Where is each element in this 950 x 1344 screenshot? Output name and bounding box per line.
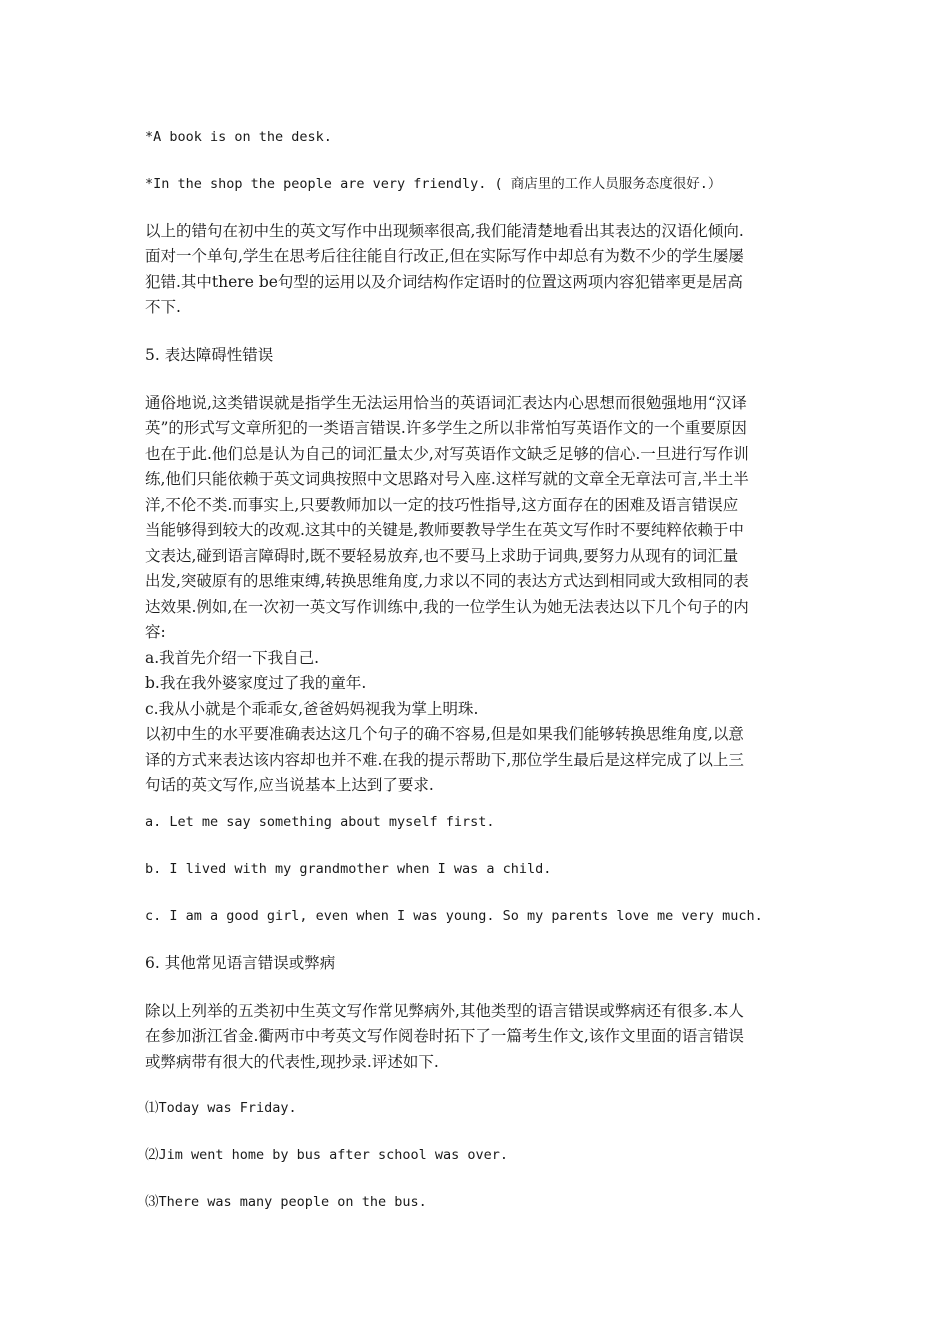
example-sentence: c. I am a good girl, even when I was young. So my parents love me very much. <box>145 908 763 924</box>
section-heading: 6. 其他常见语言错误或弊病 <box>145 954 336 972</box>
paragraph-line: 以初中生的水平要准确表达这几个句子的确不容易,但是如果我们能够转换思维角度,以意 <box>145 725 744 743</box>
paragraph-line: 出发,突破原有的思维束缚,转换思维角度,力求以不同的表达方式达到相同或大致相同的表 <box>145 572 749 590</box>
paragraph-line: 容: <box>145 623 166 641</box>
example-sentence: ⑴Today was Friday. <box>145 1100 297 1116</box>
paragraph-line: 面对一个单句,学生在思考后往往能自行改正,但在实际写作中却总有为数不少的学生屡屡 <box>145 247 744 265</box>
paragraph-line: 除以上列举的五类初中生英文写作常见弊病外,其他类型的语言错误或弊病还有很多.本人 <box>145 1002 744 1020</box>
example-sentence: b. I lived with my grandmother when I was a child. <box>145 861 552 877</box>
paragraph-line: 犯错.其中there be句型的运用以及介词结构作定语时的位置这两项内容犯错率更是居高 <box>145 273 743 291</box>
paragraph-line: 句话的英文写作,应当说基本上达到了要求. <box>145 776 434 794</box>
paragraph-line: 洋,不伦不类.而事实上,只要教师加以一定的技巧性指导,这方面存在的困难及语言错误应 <box>145 496 739 514</box>
paragraph-line: 通俗地说,这类错误就是指学生无法运用恰当的英语词汇表达内心思想而很勉强地用“汉译 <box>145 394 747 412</box>
paragraph-line: 译的方式来表达该内容却也并不难.在我的提示帮助下,那位学生最后是这样完成了以上三 <box>145 751 744 769</box>
paragraph-line: 英”的形式写文章所犯的一类语言错误.许多学生之所以非常怕写英语作文的一个重要原因 <box>145 419 747 437</box>
paragraph-line: 练,他们只能依赖于英文词典按照中文思路对号入座.这样写就的文章全无章法可言,半土半 <box>145 470 749 488</box>
list-item: c.我从小就是个乖乖女,爸爸妈妈视我为掌上明珠. <box>145 700 479 718</box>
list-item: b.我在我外婆家度过了我的童年. <box>145 674 367 692</box>
example-sentence: ⑵Jim went home by bus after school was over. <box>145 1147 508 1163</box>
paragraph-line: 以上的错句在初中生的英文写作中出现频率很高,我们能清楚地看出其表达的汉语化倾向. <box>145 222 744 240</box>
paragraph-line: 在参加浙江省金.衢两市中考英文写作阅卷时拓下了一篇考生作文,该作文里面的语言错误 <box>145 1027 744 1045</box>
paragraph-line: 当能够得到较大的改观.这其中的关键是,教师要教导学生在英文写作时不要纯粹依赖于中 <box>145 521 744 539</box>
paragraph-line: 达效果.例如,在一次初一英文写作训练中,我的一位学生认为她无法表达以下几个句子的内 <box>145 598 749 616</box>
example-sentence: *A book is on the desk. <box>145 129 332 145</box>
example-sentence: ⑶There was many people on the bus. <box>145 1194 427 1210</box>
list-item: a.我首先介绍一下我自己. <box>145 649 320 667</box>
paragraph-line: 不下. <box>145 298 181 316</box>
paragraph-line: 也在于此.他们总是认为自己的词汇量太少,对写英语作文缺乏足够的信心.一旦进行写作训 <box>145 445 749 463</box>
section-heading: 5. 表达障碍性错误 <box>145 346 274 364</box>
paragraph-line: 或弊病带有很大的代表性,现抄录.评述如下. <box>145 1053 439 1071</box>
paragraph-line: 文表达,碰到语言障碍时,既不要轻易放弃,也不要马上求助于词典,要努力从现有的词汇量 <box>145 547 739 565</box>
example-sentence: a. Let me say something about myself first. <box>145 814 495 830</box>
example-sentence: *In the shop the people are very friendly. ( 商店里的工作人员服务态度很好.） <box>145 176 722 192</box>
